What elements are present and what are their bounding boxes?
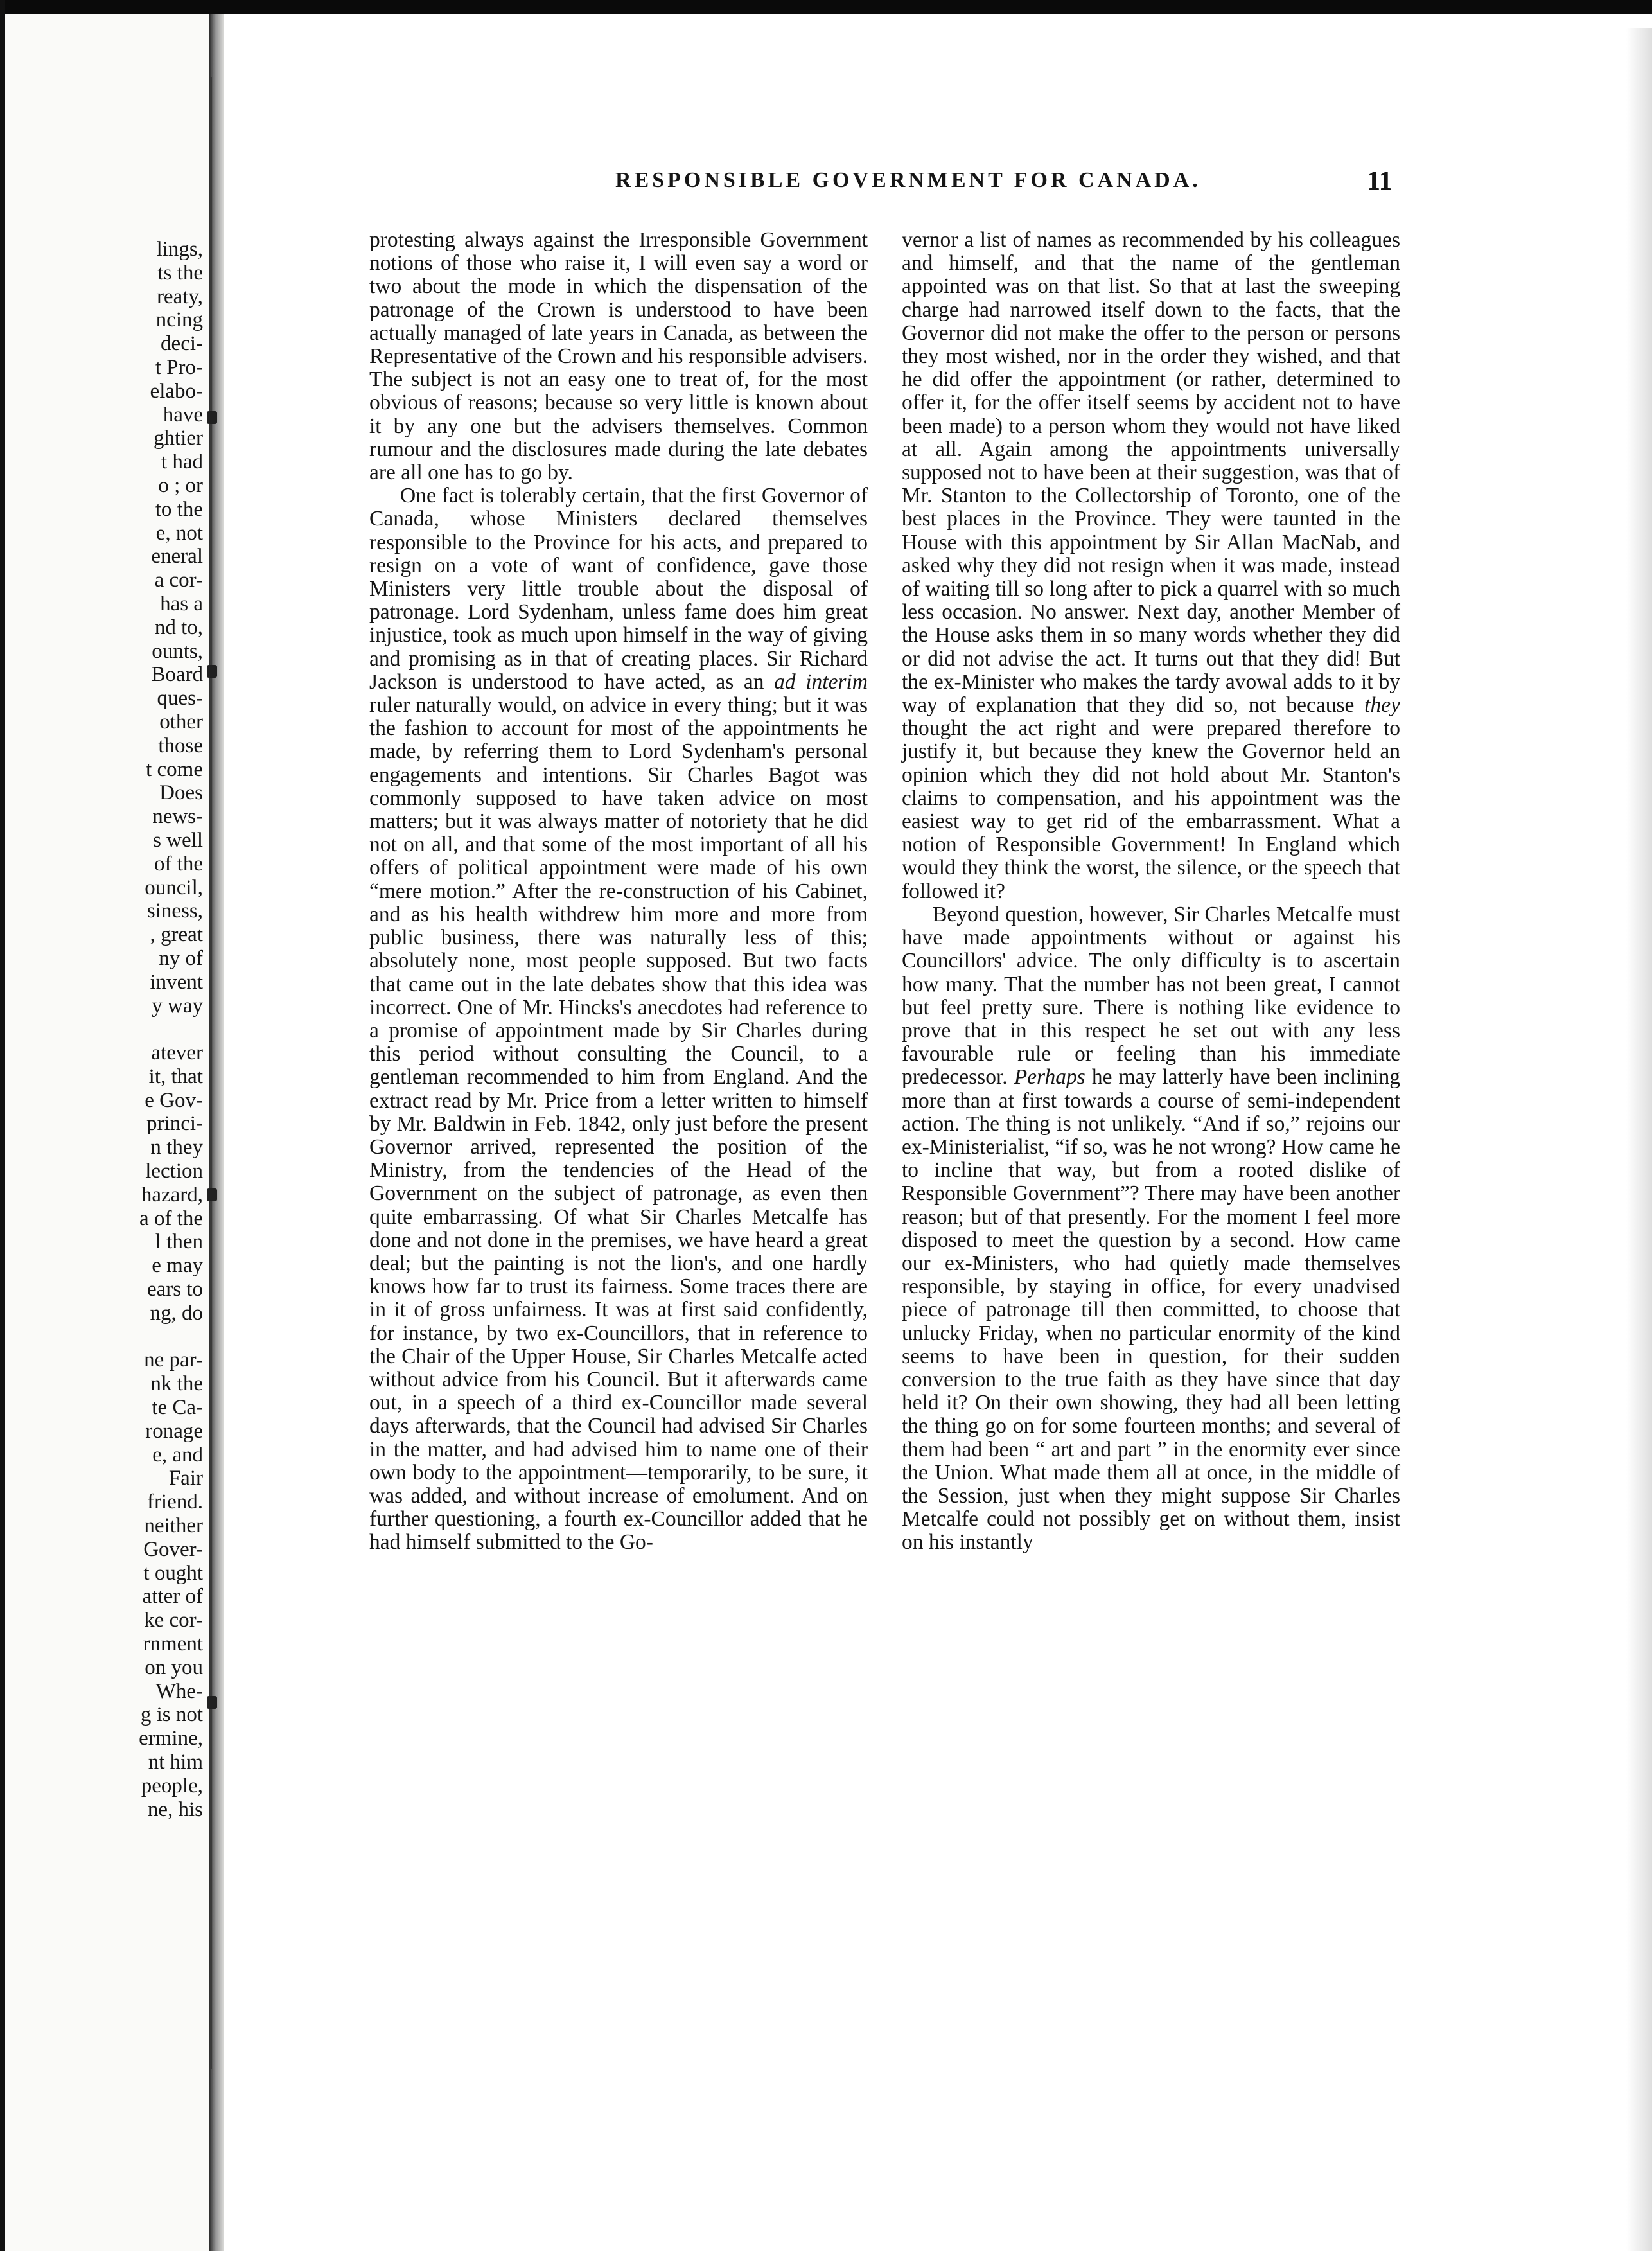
paragraph: Beyond question, however, Sir Charles Metcalfe must have made appointments without or against his Councillors' advice. The only difficulty is to ascertain how many. That the number has not been great, I cannot but feel pretty sure. There is nothing like evidence to prove that in this respect he set out with any less favourable rule or feeling than his immediate predecessor. Perhaps he may latterly have been inclining more than at first towards a course of semi-independent action. The thing is not unlikely. “And if so,” rejoins our ex-Ministerialist, “if so, was he not wrong? How came he to incline that way, but from a rooted dislike of Responsible Government”? There may have been another reason; but of that presently. For the moment I feel more disposed to meet the question by a second. How came our ex-Ministers, who had quietly made themselves responsible, by staying in office, for every unadvised piece of patronage till then committed, to choose that unlucky Friday, when no particular enormity of the kind seems to have been in question, for their sudden conversion to the true faith as they have since that day held it? On their own showing, they had all been letting the thing go on for some fourteen months; and several of them had been “ art and part ” in the enormity ever since the Union. What made them all at once, in the middle of the Session, just when they might suppose Sir Charles Metcalfe could not possibly get on without them, insist on his instantly [902, 902, 1400, 1555]
fragment-line: e, and [152, 1443, 203, 1467]
text-column-left [369, 229, 868, 1555]
fragment-line: hazard, [141, 1183, 203, 1206]
fragment-line: reaty, [156, 285, 203, 308]
facing-page-text [10, 238, 203, 1821]
fragment-line: atter of [142, 1585, 203, 1609]
page-edge-shadow [1626, 28, 1652, 2251]
fragment-line: , great [150, 923, 203, 947]
fragment-line: t had [161, 450, 203, 474]
binding-stitch [207, 665, 217, 678]
fragment-line [10, 1325, 203, 1349]
fragment-line: friend. [146, 1490, 203, 1514]
fragment-line: s well [153, 828, 203, 852]
fragment-line: ghtier [154, 427, 203, 450]
fragment-line: y way [152, 994, 203, 1018]
scan-border-left [0, 0, 5, 2251]
paragraph: vernor a list of names as recommended by his colleagues and himself, and that the name of the gentleman appointed was on that list. So that at last the sweeping charge had narrowed itself down to the facts, that the Governor did not make the offer to the person or persons they most wished, nor in the order they wished, and that he did offer the appointment (or rather, determined to offer it, for the offer itself seems by accident not to have been made) to a person whom they would not have liked at all. Again among the appointments universally supposed not to have been at their suggestion, was that of Mr. Stanton to the Collectorship of Toronto, one of the best places in the Province. They were taunted in the House with this appointment by Sir Allan MacNab, and asked why they did not resign when it was made, instead of waiting till so long after to pick a quarrel with so much less occasion. No answer. Next day, another Member of the House asks them in so many words whether they did or did not advise the act. It turns out that they did! But the ex-Minister who makes the tardy avowal adds to it by way of explanation that they did so, not because they thought the act right and were prepared therefore to justify it, but because they knew the Governor held an opinion which they did not hold about Mr. Stanton's claims to compensation, and his appointment was the easiest way to get rid of the embarrassment. What a notion of Responsible Government! In England which would they think the worst, the silence, or the speech that followed it? [902, 228, 1401, 903]
fragment-line: o ; or [158, 473, 203, 497]
fragment-line: people, [141, 1774, 203, 1797]
text-column-right [902, 229, 1400, 1555]
fragment-line: ke cor- [144, 1609, 203, 1632]
paragraph: One fact is tolerably certain, that the first Governor of Canada, whose Ministers declared themselves responsible to the Province for his acts, and prepared to resign on a vote of want of confidence, gave those Ministers very little trouble about the disposal of patronage. Lord Sydenham, unless fame does him great injustice, took as much upon himself in the way of giving and promising as in that of creating places. Sir Richard Jackson is understood to have acted, as an ad interim ruler naturally would, on advice in every thing; but it was the fashion to account for most of the appointments he made, by referring them to Lord Sydenham's personal engagements and intentions. Sir Charles Bagot was commonly supposed to have taken advice on most matters; but it was always matter of notoriety that he did not on all, and that some of the most important of all his offers of political appointment were made of his own “mere motion.” After the re-construction of his Cabinet, and as his health withdrew him more and more from public business, there was naturally less of this; absolutely none, most people supposed. But two facts that came out in the late debates show that this idea was incorrect. One of Mr. Hincks's anecdotes had reference to a promise of appointment made by Sir Charles during this period without consulting the Council, to a gentleman recommended to him from England. And the extract read by Mr. Price from a letter written to himself by Mr. Baldwin in Feb. 1842, only just before the present Governor arrived, represented the position of the Ministry, from the tendencies of the Head of the Government on the subject of patronage, as even then quite embarrassing. Of what Sir Charles Metcalfe has done and not done in the premises, we have heard a great deal; but the painting is not the lion's, and one hardly knows how far to trust its fairness. Some traces there are in it of gross unfairness. It was at first said confidently, for instance, by two ex-Councillors, that in reference to the Chair of the Upper House, Sir Charles Metcalfe acted without advice from his Council. But it afterwards came out, in a speech of a third ex-Councillor made several days afterwards, that the Council had advised Sir Charles in the matter, and had advised him to name one of their own body to the appointment—temporarily, to be sure, it was added, and without increase of emolument. And on further questioning, a fourth ex-Councillor added that he had himself submitted to the Go- [369, 484, 868, 1555]
fragment-line: princi- [146, 1112, 203, 1136]
fragment-line: of the [154, 852, 203, 876]
fragment-line: nk the [150, 1372, 203, 1396]
binding-stitch [207, 411, 217, 424]
fragment-line: deci- [161, 332, 203, 356]
fragment-line: t ought [143, 1561, 203, 1585]
fragment-line: neither [144, 1514, 203, 1538]
running-head: RESPONSIBLE GOVERNMENT FOR CANADA. [615, 168, 1201, 192]
fragment-line: news- [152, 805, 203, 829]
fragment-line: on you [145, 1655, 203, 1679]
fragment-line: ny of [159, 946, 203, 970]
fragment-line: nd to, [154, 615, 203, 639]
scan-border-top [0, 0, 1652, 14]
fragment-line: ermine, [139, 1727, 203, 1751]
fragment-line: atever [151, 1041, 203, 1065]
fragment-line: ears to [146, 1278, 203, 1302]
fragment-line: Whe- [155, 1679, 203, 1703]
fragment-line: Gover- [143, 1537, 203, 1561]
fragment-line: those [158, 734, 203, 757]
fragment-line: ouncil, [145, 876, 203, 899]
fragment-line: other [159, 710, 203, 734]
fragment-line: to the [155, 497, 203, 521]
fragment-line: ncing [155, 308, 203, 332]
fragment-line: ronage [145, 1419, 203, 1443]
fragment-line: it, that [148, 1064, 203, 1088]
fragment-line: ounts, [152, 639, 203, 663]
fragment-line: ts the [157, 261, 203, 285]
fragment-line: e, not [155, 521, 203, 545]
fragment-line: l then [155, 1230, 203, 1254]
fragment-line: have [163, 403, 203, 427]
fragment-line: nt him [148, 1751, 203, 1774]
fragment-line: eneral [151, 545, 203, 569]
paragraph: protesting always against the Irresponsible Government notions of those who raise it, I will even say a word or two about the mode in which the dispensation of the patronage of the Crown is understood to have been actually managed of late years in Canada, as between the Representative of the Crown and his responsible advisers. The subject is not an easy one to treat of, for the most obvious of reasons; because so very little is known about it by any one but the advisers themselves. Common rumour and the disclosures made during the late debates are all one has to go by. [369, 228, 868, 485]
fragment-line: e Gov- [145, 1088, 203, 1112]
binding-thread [210, 77, 212, 2069]
fragment-line: has a [160, 592, 203, 615]
fragment-line: ne par- [144, 1348, 203, 1372]
binding-stitch [207, 1696, 217, 1709]
fragment-line: Fair [168, 1467, 203, 1490]
fragment-line: ne, his [147, 1797, 203, 1821]
binding-stitch [207, 1188, 217, 1201]
fragment-line: elabo- [150, 379, 203, 403]
fragment-line: lection [145, 1160, 203, 1183]
fragment-line: a cor- [154, 569, 203, 592]
page-number: 11 [1367, 166, 1393, 196]
fragment-line: siness, [146, 899, 203, 923]
fragment-line: g is not [140, 1703, 203, 1727]
fragment-line [10, 1018, 203, 1041]
fragment-line: te Ca- [152, 1396, 203, 1420]
facing-page-fragment [5, 14, 209, 2251]
fragment-line: n they [150, 1136, 203, 1160]
fragment-line: rnment [143, 1632, 203, 1656]
fragment-line: ques- [157, 687, 203, 711]
fragment-line: invent [150, 970, 203, 994]
fragment-line: ng, do [150, 1301, 203, 1325]
fragment-line: t come [146, 757, 203, 781]
fragment-line: lings, [156, 238, 203, 261]
fragment-line: Board [151, 663, 203, 687]
fragment-line: t Pro- [155, 355, 203, 379]
fragment-line: a of the [139, 1206, 203, 1230]
fragment-line: Does [159, 781, 203, 805]
fragment-line: e may [152, 1254, 203, 1278]
